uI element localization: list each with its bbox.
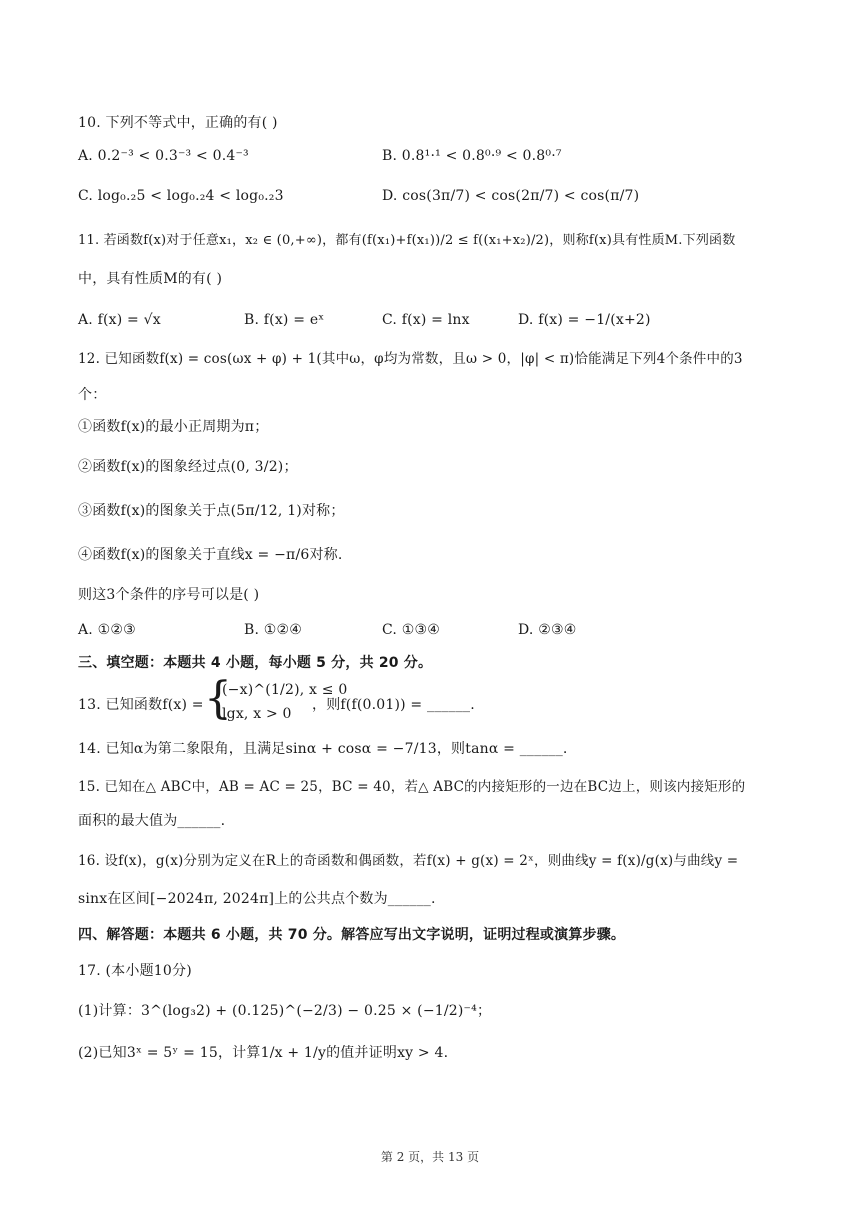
q17-title: 17. (本小题10分) [78,963,192,979]
q12-option-b: B. ①②④ [244,622,303,638]
q12-option-d: D. ②③④ [518,622,577,638]
q12-stem-line2: 个： [78,387,107,403]
q11-option-a: A. f(x) = √x [78,312,161,328]
q12-condition-1: ①函数f(x)的最小正周期为π； [78,419,269,435]
page-footer: 第 2 页，共 13 页 [380,1150,480,1164]
q13-case-2: lgx, x > 0 [222,706,292,722]
q16-stem-line2: sinx在区间[−2024π, 2024π]上的公共点个数为______. [78,891,436,907]
q12-ask: 则这3个条件的序号可以是( ) [78,587,260,603]
q10-option-d: D. cos(3π/7) < cos(2π/7) < cos(π/7) [382,188,640,204]
q13-prefix: 13. 已知函数f(x) = [78,697,204,713]
q15-stem-line1: 15. 已知在△ ABC中，AB = AC = 25，BC = 40，若△ ABC的内接矩形的一边在BC边上，则该内接矩形的 [78,779,746,795]
section-4-heading: 四、解答题：本题共 6 小题，共 70 分。解答应写出文字说明，证明过程或演算步骤。 [78,927,626,943]
q10-stem: 10. 下列不等式中，正确的有( ) [78,115,278,131]
q17-part-1: (1)计算：3^(log₃2) + (0.125)^(−2/3) − 0.25 × (−1/2)⁻⁴； [78,1003,492,1019]
q11-option-b: B. f(x) = eˣ [244,312,325,328]
q17-part-2: (2)已知3ˣ = 5ʸ = 15，计算1/x + 1/y的值并证明xy > 4. [78,1045,449,1061]
q10-option-a: A. 0.2⁻³ < 0.3⁻³ < 0.4⁻³ [78,148,249,164]
q12-option-c: C. ①③④ [382,622,440,638]
q12-condition-2: ②函数f(x)的图象经过点(0, 3/2)； [78,459,298,475]
q10-option-b: B. 0.8¹·¹ < 0.8⁰·⁹ < 0.8⁰·⁷ [382,148,562,164]
q14-stem: 14. 已知α为第二象限角，且满足sinα + cosα = −7/13，则tanα = ______. [78,741,568,757]
q15-stem-line2: 面积的最大值为______. [78,813,226,829]
q11-stem-line2: 中，具有性质M的有( ) [78,271,223,287]
q11-option-d: D. f(x) = −1/(x+2) [518,312,651,328]
q11-stem-line1: 11. 若函数f(x)对于任意x₁，x₂ ∈ (0,+∞)，都有(f(x₁)+f(x₁))/2 ≤ f((x₁+x₂)/2)，则称f(x)具有性质M.下列函数 [78,233,736,248]
q13-brace: { [204,673,233,724]
q12-stem-line1: 12. 已知函数f(x) = cos(ωx + φ) + 1(其中ω，φ均为常数，且ω > 0，|φ| < π)恰能满足下列4个条件中的3 [78,351,743,367]
q10-option-c: C. log₀.₂5 < log₀.₂4 < log₀.₂3 [78,188,284,204]
q13-case-1: (−x)^(1/2), x ≤ 0 [222,682,348,698]
q12-condition-4: ④函数f(x)的图象关于直线x = −π/6对称. [78,547,343,563]
q11-option-c: C. f(x) = lnx [382,312,470,328]
q12-condition-3: ③函数f(x)的图象关于点(5π/12, 1)对称； [78,503,345,519]
q12-option-a: A. ①②③ [78,622,136,638]
section-3-heading: 三、填空题：本题共 4 小题，每小题 5 分，共 20 分。 [78,655,433,671]
q13-suffix: ，则f(f(0.01)) = ______. [312,697,475,713]
q16-stem-line1: 16. 设f(x)，g(x)分别为定义在R上的奇函数和偶函数，若f(x) + g(x) = 2ˣ，则曲线y = f(x)/g(x)与曲线y = [78,853,739,869]
